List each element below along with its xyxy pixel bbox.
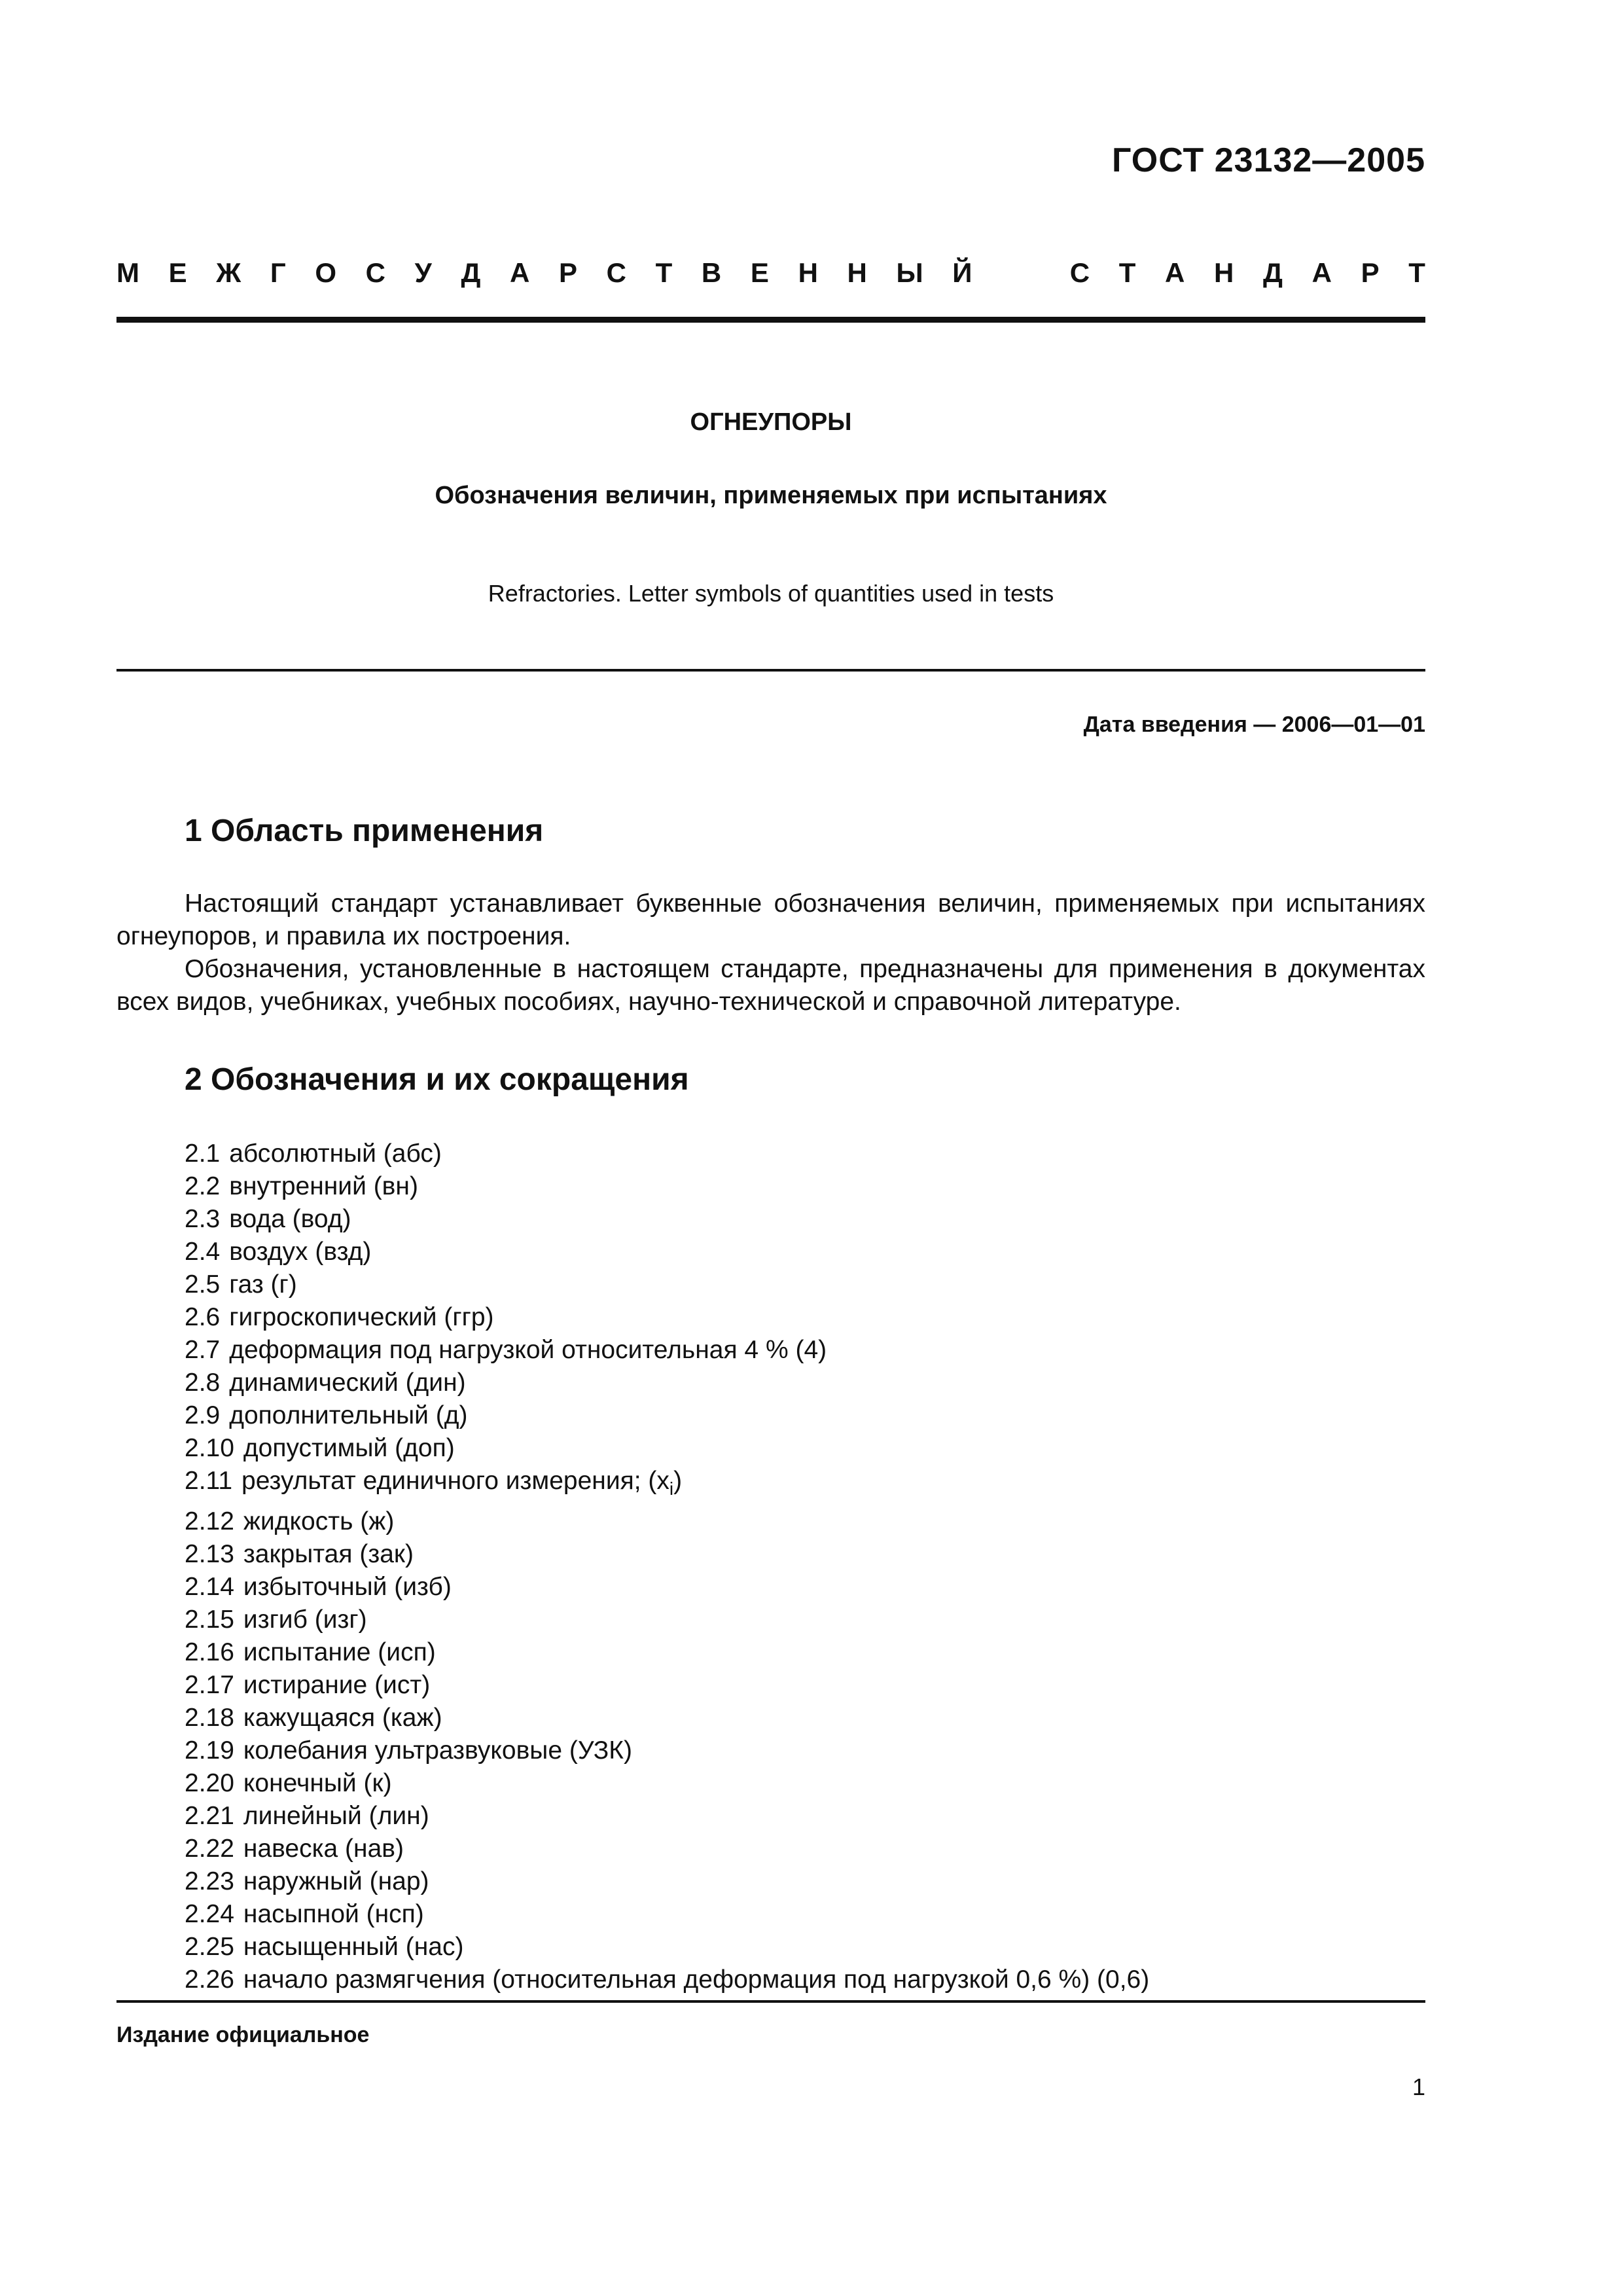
heading-letter: Й [952, 257, 972, 288]
list-item-closing: ) [673, 1467, 683, 1495]
list-item-number: 2.26 [185, 1965, 234, 1994]
list-item [185, 1604, 1149, 1636]
list-item-number: 2.17 [185, 1670, 234, 1699]
list-item-number: 2.21 [185, 1801, 234, 1830]
footer-rule [116, 2000, 1425, 2003]
list-item-text: воздух (взд) [229, 1238, 372, 1266]
list-item [185, 1669, 1149, 1702]
list-item-number: 2.25 [185, 1932, 234, 1961]
list-item-number: 2.13 [185, 1539, 234, 1568]
heading-letter: Н [798, 257, 818, 288]
list-item-text: избыточный (изб) [243, 1572, 452, 1601]
gost-number: ГОСТ 23132—2005 [1112, 141, 1425, 179]
list-item-text: вода (вод) [229, 1205, 351, 1233]
heading-letter: Н [1214, 257, 1234, 288]
list-item-text: конечный (к) [243, 1768, 392, 1797]
section-1-paragraph-1: Настоящий стандарт устанавливает буквенные обозначения величин, применяемых при испытаниях огнеупоров, и правила их построения. [116, 889, 1425, 950]
heading-letter: Н [847, 257, 867, 288]
heading-letter: С [1069, 257, 1090, 288]
list-item-text: насыпной (нсп) [243, 1899, 424, 1928]
section-1-heading: 1 Область применения [185, 814, 544, 848]
heading-letter: М [116, 257, 139, 288]
list-item-number: 2.12 [185, 1507, 234, 1535]
document-title: ОГНЕУПОРЫ [690, 408, 852, 436]
list-item-text: внутренний (вн) [229, 1172, 418, 1200]
symbols-list [185, 1138, 1149, 1996]
list-item-text: изгиб (изг) [243, 1605, 367, 1634]
list-item-number: 2.22 [185, 1834, 234, 1863]
heading-letter: А [1165, 257, 1185, 288]
list-item [185, 1367, 1149, 1399]
list-item [185, 1236, 1149, 1268]
list-item [185, 1898, 1149, 1931]
heading-letter: Т [655, 257, 673, 288]
list-item-number: 2.20 [185, 1768, 234, 1797]
list-item-text: гигроскопический (ггр) [229, 1303, 494, 1331]
heading-letter: Д [461, 257, 481, 288]
list-item-text: истирание (ист) [243, 1670, 431, 1699]
list-item [185, 1571, 1149, 1604]
list-item-number: 2.7 [185, 1336, 221, 1364]
list-item-number: 2.5 [185, 1270, 221, 1299]
list-item-text: газ (г) [229, 1270, 297, 1299]
list-item-text: испытание (исп) [243, 1638, 436, 1666]
heading-letter: Р [1361, 257, 1380, 288]
list-item [185, 1465, 1149, 1505]
heading-letter: С [606, 257, 626, 288]
list-item-text: жидкость (ж) [243, 1507, 395, 1535]
list-item [185, 1865, 1149, 1898]
list-item-number: 2.16 [185, 1638, 234, 1666]
list-item-number: 2.18 [185, 1703, 234, 1732]
edition-note: Издание официальное [116, 2022, 370, 2047]
heading-word-gap [1001, 257, 1041, 289]
list-item-number: 2.3 [185, 1205, 221, 1233]
list-item [185, 1800, 1149, 1833]
list-item-number: 2.23 [185, 1867, 234, 1895]
list-item [185, 1931, 1149, 1964]
heading-letter: Д [1263, 257, 1283, 288]
heading-letter: А [510, 257, 530, 288]
list-item-text: закрытая (зак) [243, 1539, 414, 1568]
heading-letter: Р [558, 257, 577, 288]
heading-letter: Е [750, 257, 769, 288]
header-rule [116, 317, 1425, 323]
list-item-text: динамический (дин) [229, 1369, 466, 1397]
list-item-text: начало размягчения (относительная деформация под нагрузкой 0,6 %) (0,6) [243, 1965, 1150, 1994]
list-item [185, 1538, 1149, 1571]
heading-letter: Ы [896, 257, 923, 288]
list-item [185, 1734, 1149, 1767]
list-item [185, 1432, 1149, 1465]
section-1-paragraph-2: Обозначения, установленные в настоящем стандарте, предназначены для применения в документах всех видов, учебниках, учебных пособиях, научно-технической и справочной литературе. [116, 955, 1425, 1016]
title-rule [116, 669, 1425, 672]
list-item-text: кажущаяся (каж) [243, 1703, 442, 1732]
list-item-text: наружный (нар) [243, 1867, 429, 1895]
page-number: 1 [1412, 2073, 1425, 2100]
list-item-number: 2.2 [185, 1172, 221, 1200]
standard-type-heading [116, 257, 1425, 289]
list-item-text: навеска (нав) [243, 1834, 404, 1863]
list-item-text: результат единичного измерения; (x [241, 1467, 669, 1495]
heading-letter: Т [1118, 257, 1136, 288]
list-item [185, 1268, 1149, 1301]
list-item-text: допустимый (доп) [243, 1434, 455, 1462]
list-item-number: 2.8 [185, 1369, 221, 1397]
list-item-number: 2.14 [185, 1572, 234, 1601]
list-item-number: 2.6 [185, 1303, 221, 1331]
heading-letter: Г [270, 257, 286, 288]
list-item [185, 1833, 1149, 1865]
list-item [185, 1138, 1149, 1170]
list-item [185, 1399, 1149, 1432]
list-item [185, 1767, 1149, 1800]
heading-letter: Е [168, 257, 187, 288]
heading-letter: О [315, 257, 337, 288]
english-title: Refractories. Letter symbols of quantities used in tests [488, 580, 1054, 607]
list-item-text: деформация под нагрузкой относительная 4 % (4) [229, 1336, 827, 1364]
list-item-number: 2.10 [185, 1434, 234, 1462]
list-item-text: линейный (лин) [243, 1801, 429, 1830]
heading-letter: У [414, 257, 432, 288]
list-item-subscript: i [669, 1478, 674, 1499]
list-item-number: 2.11 [185, 1467, 233, 1495]
heading-letter: Т [1408, 257, 1425, 288]
list-item [185, 1964, 1149, 1996]
list-item [185, 1636, 1149, 1669]
list-item-number: 2.19 [185, 1736, 234, 1765]
list-item-number: 2.15 [185, 1605, 234, 1634]
list-item-text: абсолютный (абс) [229, 1139, 442, 1168]
list-item [185, 1170, 1149, 1203]
heading-letter: С [365, 257, 386, 288]
heading-letter: В [701, 257, 722, 288]
heading-letter: Ж [216, 257, 241, 288]
list-item-text: колебания ультразвуковые (УЗК) [243, 1736, 633, 1765]
list-item [185, 1505, 1149, 1538]
document-subtitle: Обозначения величин, применяемых при испытаниях [435, 482, 1107, 509]
introduction-date: Дата введения — 2006—01—01 [1083, 712, 1425, 737]
list-item-number: 2.9 [185, 1401, 221, 1429]
list-item-text: дополнительный (д) [229, 1401, 468, 1429]
section-2-heading: 2 Обозначения и их сокращения [185, 1062, 689, 1097]
list-item [185, 1702, 1149, 1734]
list-item-text: насыщенный (нас) [243, 1932, 464, 1961]
list-item [185, 1301, 1149, 1334]
list-item [185, 1334, 1149, 1367]
list-item-number: 2.1 [185, 1139, 221, 1168]
list-item-number: 2.4 [185, 1238, 221, 1266]
list-item-number: 2.24 [185, 1899, 234, 1928]
heading-letter: А [1311, 257, 1332, 288]
list-item [185, 1203, 1149, 1236]
